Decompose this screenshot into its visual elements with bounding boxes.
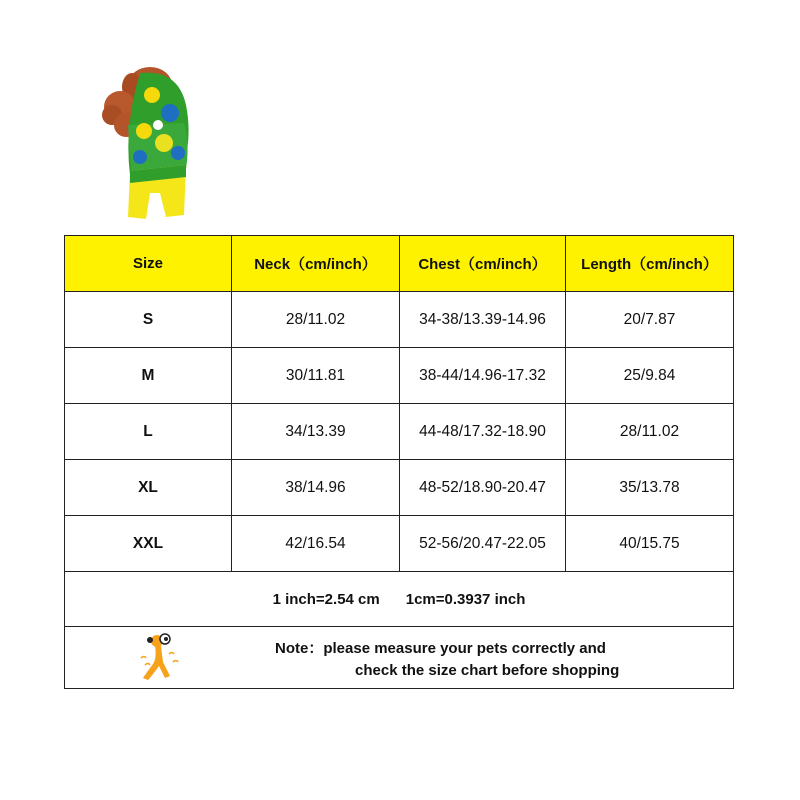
header-length: Length（cm/inch） <box>566 236 734 292</box>
note-line-1: Note：please measure your pets correctly and <box>275 640 606 657</box>
conversion-row <box>65 572 734 627</box>
chest-cell: 44-48/17.32-18.90 <box>400 404 566 460</box>
size-cell: S <box>65 292 232 348</box>
table-row <box>65 292 734 348</box>
header-neck: Neck（cm/inch） <box>232 236 400 292</box>
chest-cell: 38-44/14.96-17.32 <box>400 348 566 404</box>
table-row <box>65 460 734 516</box>
conversion-cell <box>65 572 734 627</box>
table-row <box>65 348 734 404</box>
neck-cell: 28/11.02 <box>232 292 400 348</box>
size-cell: XL <box>65 460 232 516</box>
length-cell: 35/13.78 <box>566 460 734 516</box>
dog-raincoat-photo <box>100 65 195 225</box>
length-cell: 20/7.87 <box>566 292 734 348</box>
table-row <box>65 516 734 572</box>
size-chart-table <box>64 235 734 689</box>
size-cell: XXL <box>65 516 232 572</box>
chest-cell: 48-52/18.90-20.47 <box>400 460 566 516</box>
neck-cell: 34/13.39 <box>232 404 400 460</box>
size-cell: L <box>65 404 232 460</box>
size-cell: M <box>65 348 232 404</box>
chest-cell: 52-56/20.47-22.05 <box>400 516 566 572</box>
chest-cell: 34-38/13.39-14.96 <box>400 292 566 348</box>
length-cell: 40/15.75 <box>566 516 734 572</box>
cm-to-inch-text: 1cm=0.3937 inch <box>405 590 526 608</box>
header-size: Size <box>65 236 232 292</box>
table-row <box>65 404 734 460</box>
length-cell: 28/11.02 <box>566 404 734 460</box>
length-cell: 25/9.84 <box>566 348 734 404</box>
neck-cell: 42/16.54 <box>232 516 400 572</box>
inch-to-cm-text: 1 inch=2.54 cm <box>272 590 380 608</box>
header-chest: Chest（cm/inch） <box>400 236 566 292</box>
neck-cell: 30/11.81 <box>232 348 400 404</box>
neck-cell: 38/14.96 <box>232 460 400 516</box>
brand-logo-icon <box>135 632 183 684</box>
note-cell <box>65 627 734 689</box>
note-row <box>65 627 734 689</box>
header-row <box>65 236 734 292</box>
note-line-2: check the size chart before shopping <box>355 662 620 679</box>
